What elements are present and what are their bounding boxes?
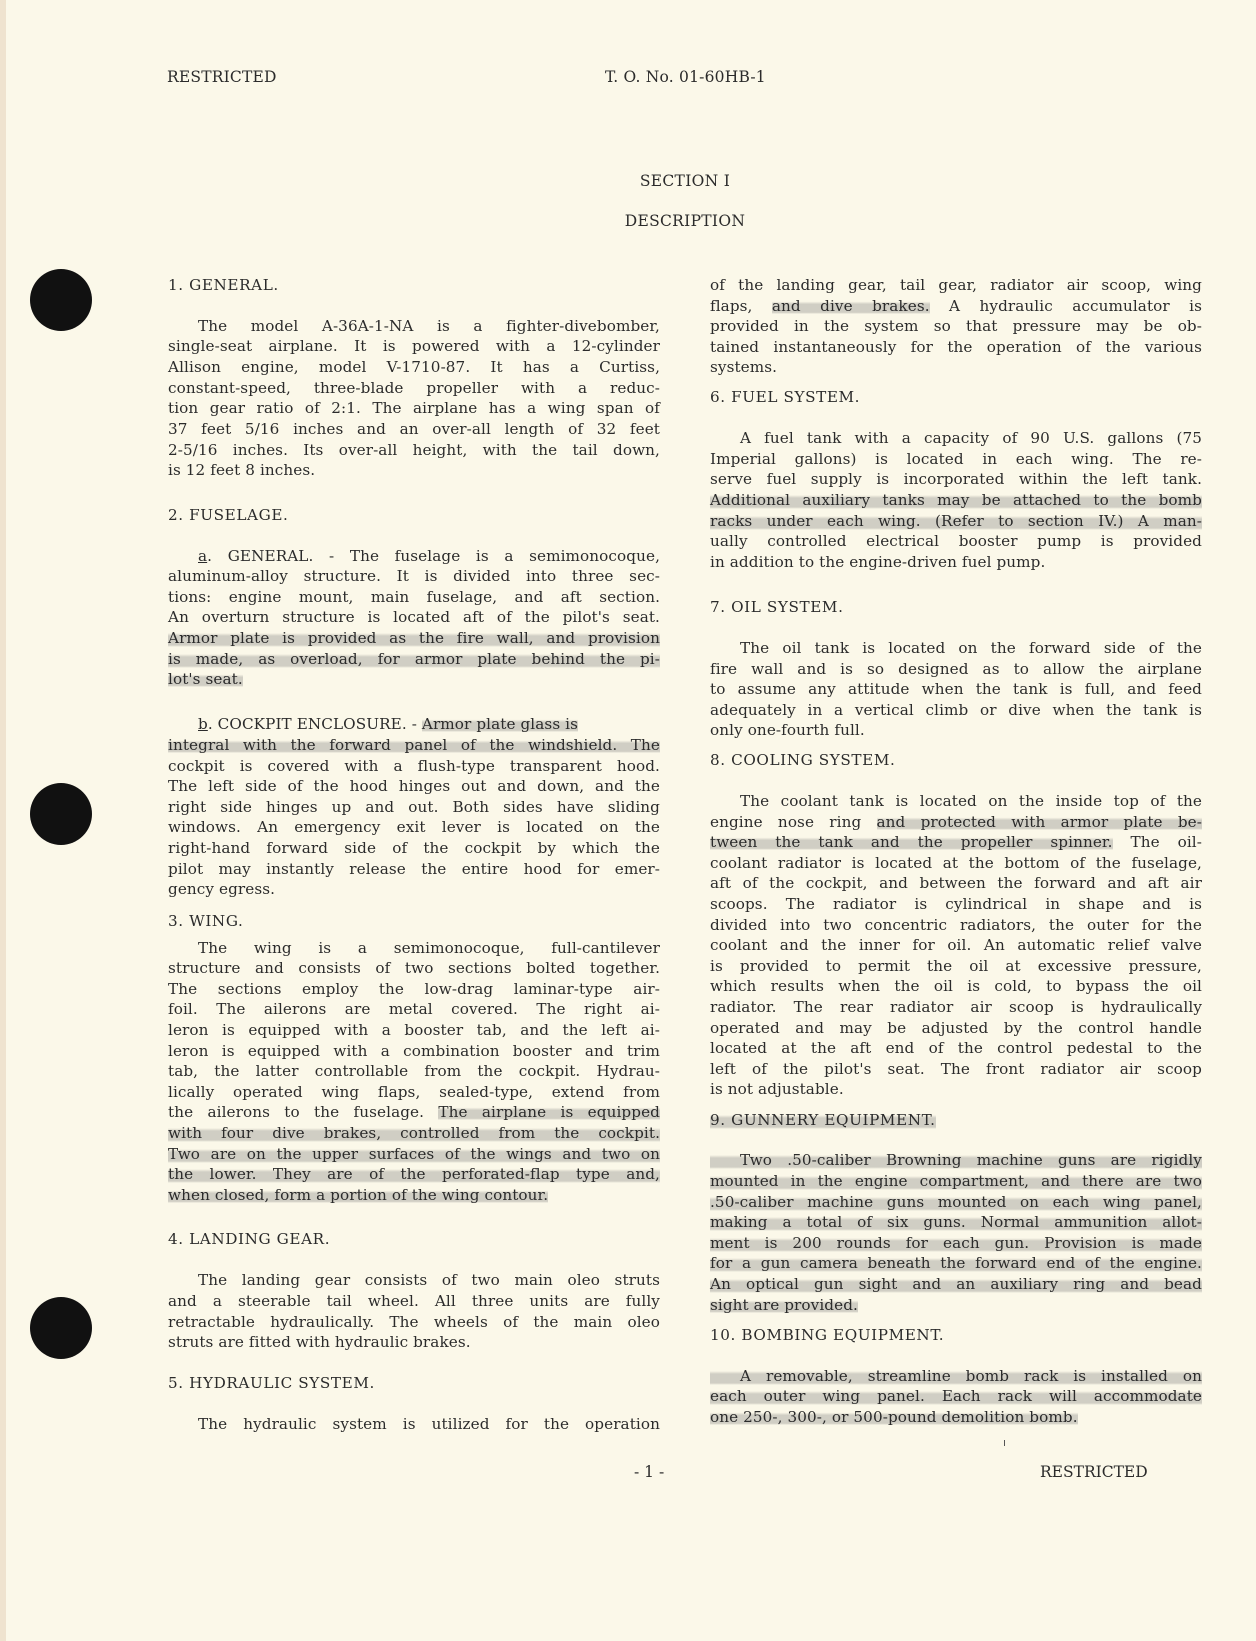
text-line: gency egress.	[168, 880, 276, 898]
text-line: of the landing gear, tail gear, radiator air scoop, wing	[710, 276, 1202, 294]
text-line: operated and may be adjusted by the control handle	[710, 1019, 1202, 1037]
classification-header: RESTRICTED	[167, 68, 277, 86]
text-line: scoops. The radiator is cylindrical in shape and is	[710, 895, 1202, 913]
text-line: The model A-36A-1-NA is a fighter-divebomber,	[198, 317, 660, 335]
text-line: The hydraulic system is utilized for the operation	[198, 1415, 660, 1433]
text-line: tab, the latter controllable from the cockpit. Hydrau-	[168, 1062, 660, 1080]
text-line: tween the tank and the propeller spinner. The oil-	[710, 833, 1202, 851]
text-line: is 12 feet 8 inches.	[168, 461, 316, 479]
text-line: serve fuel supply is incorporated within the left tank.	[710, 470, 1202, 488]
highlighted-text-line: Two .50-caliber Browning machine guns are rigidly	[710, 1150, 1202, 1170]
text-line: is provided to permit the oil at excessive pressure,	[710, 957, 1202, 975]
text-line: the ailerons to the fuselage. The airplane is equipped	[168, 1103, 660, 1121]
text-line: coolant and the inner for oil. An automatic relief valve	[710, 936, 1202, 954]
highlighted-text-line: is made, as overload, for armor plate behind the pi-	[168, 650, 660, 668]
highlighted-text-line: A removable, streamline bomb rack is installed on	[710, 1366, 1202, 1386]
text-line: The left side of the hood hinges out and down, and the	[168, 777, 660, 795]
subsection-label-b: b	[198, 715, 208, 733]
text-line: and a steerable tail wheel. All three units are fully	[168, 1292, 660, 1310]
text-line: fire wall and is so designed as to allow the airplane	[710, 660, 1202, 678]
heading-bombing-equipment: 10. BOMBING EQUIPMENT.	[710, 1326, 945, 1344]
highlighted-text-line: Two are on the upper surfaces of the wings and two on	[168, 1145, 660, 1163]
text-line: cockpit is covered with a flush-type transparent hood.	[168, 757, 660, 775]
text-line: constant-speed, three-blade propeller with a reduc-	[168, 379, 660, 397]
highlighted-text-line: one 250-, 300-, or 500-pound demolition bomb.	[710, 1408, 1078, 1426]
highlighted-text-line: each outer wing panel. Each rack will accommodate	[710, 1387, 1202, 1405]
highlighted-text-line: mounted in the engine compartment, and there are two	[710, 1172, 1202, 1190]
text-line: adequately in a vertical climb or dive when the tank is	[710, 701, 1202, 719]
text-line: The sections employ the low-drag laminar-type air-	[168, 980, 660, 998]
highlighted-text-line: lot's seat.	[168, 670, 243, 688]
heading-hydraulic-system: 5. HYDRAULIC SYSTEM.	[168, 1374, 375, 1392]
text-line: lically operated wing flaps, sealed-type, extend from	[168, 1083, 660, 1101]
text-line: tions: engine mount, main fuselage, and aft section.	[168, 588, 660, 606]
text-line: systems.	[710, 358, 778, 376]
text-line: is not adjustable.	[710, 1080, 844, 1098]
heading-wing: 3. WING.	[168, 912, 244, 930]
stray-mark	[1004, 1440, 1005, 1446]
text-line: struts are fitted with hydraulic brakes.	[168, 1333, 471, 1351]
heading-fuselage: 2. FUSELAGE.	[168, 506, 289, 524]
heading-fuel-system: 6. FUEL SYSTEM.	[710, 388, 861, 406]
text-line: 2-5/16 inches. Its over-all height, with the tail down,	[168, 441, 660, 459]
text-line: flaps, and dive brakes. A hydraulic accumulator is	[710, 297, 1203, 315]
text-line: leron is equipped with a combination booster and trim	[168, 1042, 660, 1060]
text-line: engine nose ring and protected with armor plate be-	[710, 813, 1202, 831]
highlighted-text-line: Armor plate is provided as the fire wall, and provision	[168, 629, 660, 647]
text-line: located at the aft end of the control pedestal to the	[710, 1039, 1202, 1057]
text-line: only one-fourth full.	[710, 721, 865, 739]
text-line: The wing is a semimonocoque, full-cantilever	[198, 939, 660, 957]
text-line: The oil tank is located on the forward side of the	[740, 639, 1202, 657]
page-edge	[0, 0, 6, 1641]
text-line: An overturn structure is located aft of the pilot's seat.	[168, 608, 660, 626]
text-line: retractable hydraulically. The wheels of the main oleo	[168, 1313, 660, 1331]
text-line: provided in the system so that pressure may be ob-	[710, 317, 1202, 335]
punch-hole-top	[30, 269, 92, 331]
text-line: windows. An emergency exit lever is located on the	[168, 818, 660, 836]
highlighted-text-line: for a gun camera beneath the forward end of the engine.	[710, 1254, 1202, 1272]
text-line: which results when the oil is cold, to bypass the oil	[710, 977, 1202, 995]
classification-footer: RESTRICTED	[1040, 1463, 1148, 1481]
highlighted-text-line: .50-caliber machine guns mounted on each wing panel,	[710, 1193, 1202, 1211]
heading-oil-system: 7. OIL SYSTEM.	[710, 598, 844, 616]
text-line: Imperial gallons) is located in each wing. The re-	[710, 450, 1202, 468]
text-line: coolant radiator is located at the bottom of the fuselage,	[710, 854, 1202, 872]
highlighted-text-line: ment is 200 rounds for each gun. Provision is made	[710, 1234, 1202, 1252]
heading-landing-gear: 4. LANDING GEAR.	[168, 1230, 331, 1248]
text-line: structure and consists of two sections bolted together.	[168, 959, 660, 977]
highlighted-text-line: when closed, form a portion of the wing contour.	[168, 1186, 549, 1204]
heading-gunnery-equipment: 9. GUNNERY EQUIPMENT.	[710, 1111, 936, 1129]
text-line: right-hand forward side of the cockpit by which the	[168, 839, 660, 857]
text-line: pilot may instantly release the entire hood for emer-	[168, 860, 660, 878]
highlighted-text-line: racks under each wing. (Refer to section IV.) A man-	[710, 512, 1202, 530]
document-number: T. O. No. 01-60HB-1	[605, 68, 766, 86]
subsection-general: a. GENERAL. - The fuselage is a semimonocoque,	[198, 547, 660, 565]
text-line: aluminum-alloy structure. It is divided into three sec-	[168, 567, 660, 585]
text-line: foil. The ailerons are metal covered. The right ai-	[168, 1000, 660, 1018]
text-line: The coolant tank is located on the inside top of the	[740, 792, 1202, 810]
text-line: to assume any attitude when the tank is full, and feed	[710, 680, 1202, 698]
subsection-label-a: a	[198, 547, 208, 565]
text-line: aft of the cockpit, and between the forward and aft air	[710, 874, 1202, 892]
punch-hole-bottom	[30, 1297, 92, 1359]
text-line: single-seat airplane. It is powered with a 12-cylinder	[168, 337, 660, 355]
text-line: The landing gear consists of two main oleo struts	[198, 1271, 660, 1289]
text-line: 37 feet 5/16 inches and an over-all length of 32 feet	[168, 420, 660, 438]
text-line: ually controlled electrical booster pump is provided	[710, 532, 1202, 550]
heading-general: 1. GENERAL.	[168, 276, 279, 294]
heading-cooling-system: 8. COOLING SYSTEM.	[710, 751, 896, 769]
highlighted-text-line: the lower. They are of the perforated-flap type and,	[168, 1165, 660, 1183]
text-line: left of the pilot's seat. The front radiator air scoop	[710, 1060, 1202, 1078]
highlighted-text-line: with four dive brakes, controlled from the cockpit.	[168, 1124, 660, 1142]
highlighted-text-line: An optical gun sight and an auxiliary ring and bead	[710, 1275, 1202, 1293]
punch-hole-middle	[30, 783, 92, 845]
text-line: tion gear ratio of 2:1. The airplane has a wing span of	[168, 399, 660, 417]
text-line: radiator. The rear radiator air scoop is hydraulically	[710, 998, 1202, 1016]
page-number: - 1 -	[634, 1463, 665, 1481]
text-line: right side hinges up and out. Both sides have sliding	[168, 798, 660, 816]
highlighted-text-line: sight are provided.	[710, 1296, 858, 1314]
section-title: DESCRIPTION	[624, 212, 746, 230]
highlighted-text-line: Additional auxiliary tanks may be attached to the bomb	[710, 491, 1202, 509]
text-line: in addition to the engine-driven fuel pump.	[710, 553, 1046, 571]
text-line: tained instantaneously for the operation of the various	[710, 338, 1202, 356]
text-line: integral with the forward panel of the windshield. The	[168, 736, 660, 754]
highlighted-text-line: making a total of six guns. Normal ammunition allot-	[710, 1213, 1202, 1231]
text-line: Allison engine, model V-1710-87. It has a Curtiss,	[168, 358, 660, 376]
subsection-cockpit-enclosure: b. COCKPIT ENCLOSURE. - Armor plate glass is	[198, 715, 578, 733]
text-line: divided into two concentric radiators, the outer for the	[710, 916, 1202, 934]
text-line: A fuel tank with a capacity of 90 U.S. gallons (75	[740, 429, 1202, 447]
text-line: leron is equipped with a booster tab, and the left ai-	[168, 1021, 660, 1039]
section-number: SECTION I	[639, 172, 731, 190]
